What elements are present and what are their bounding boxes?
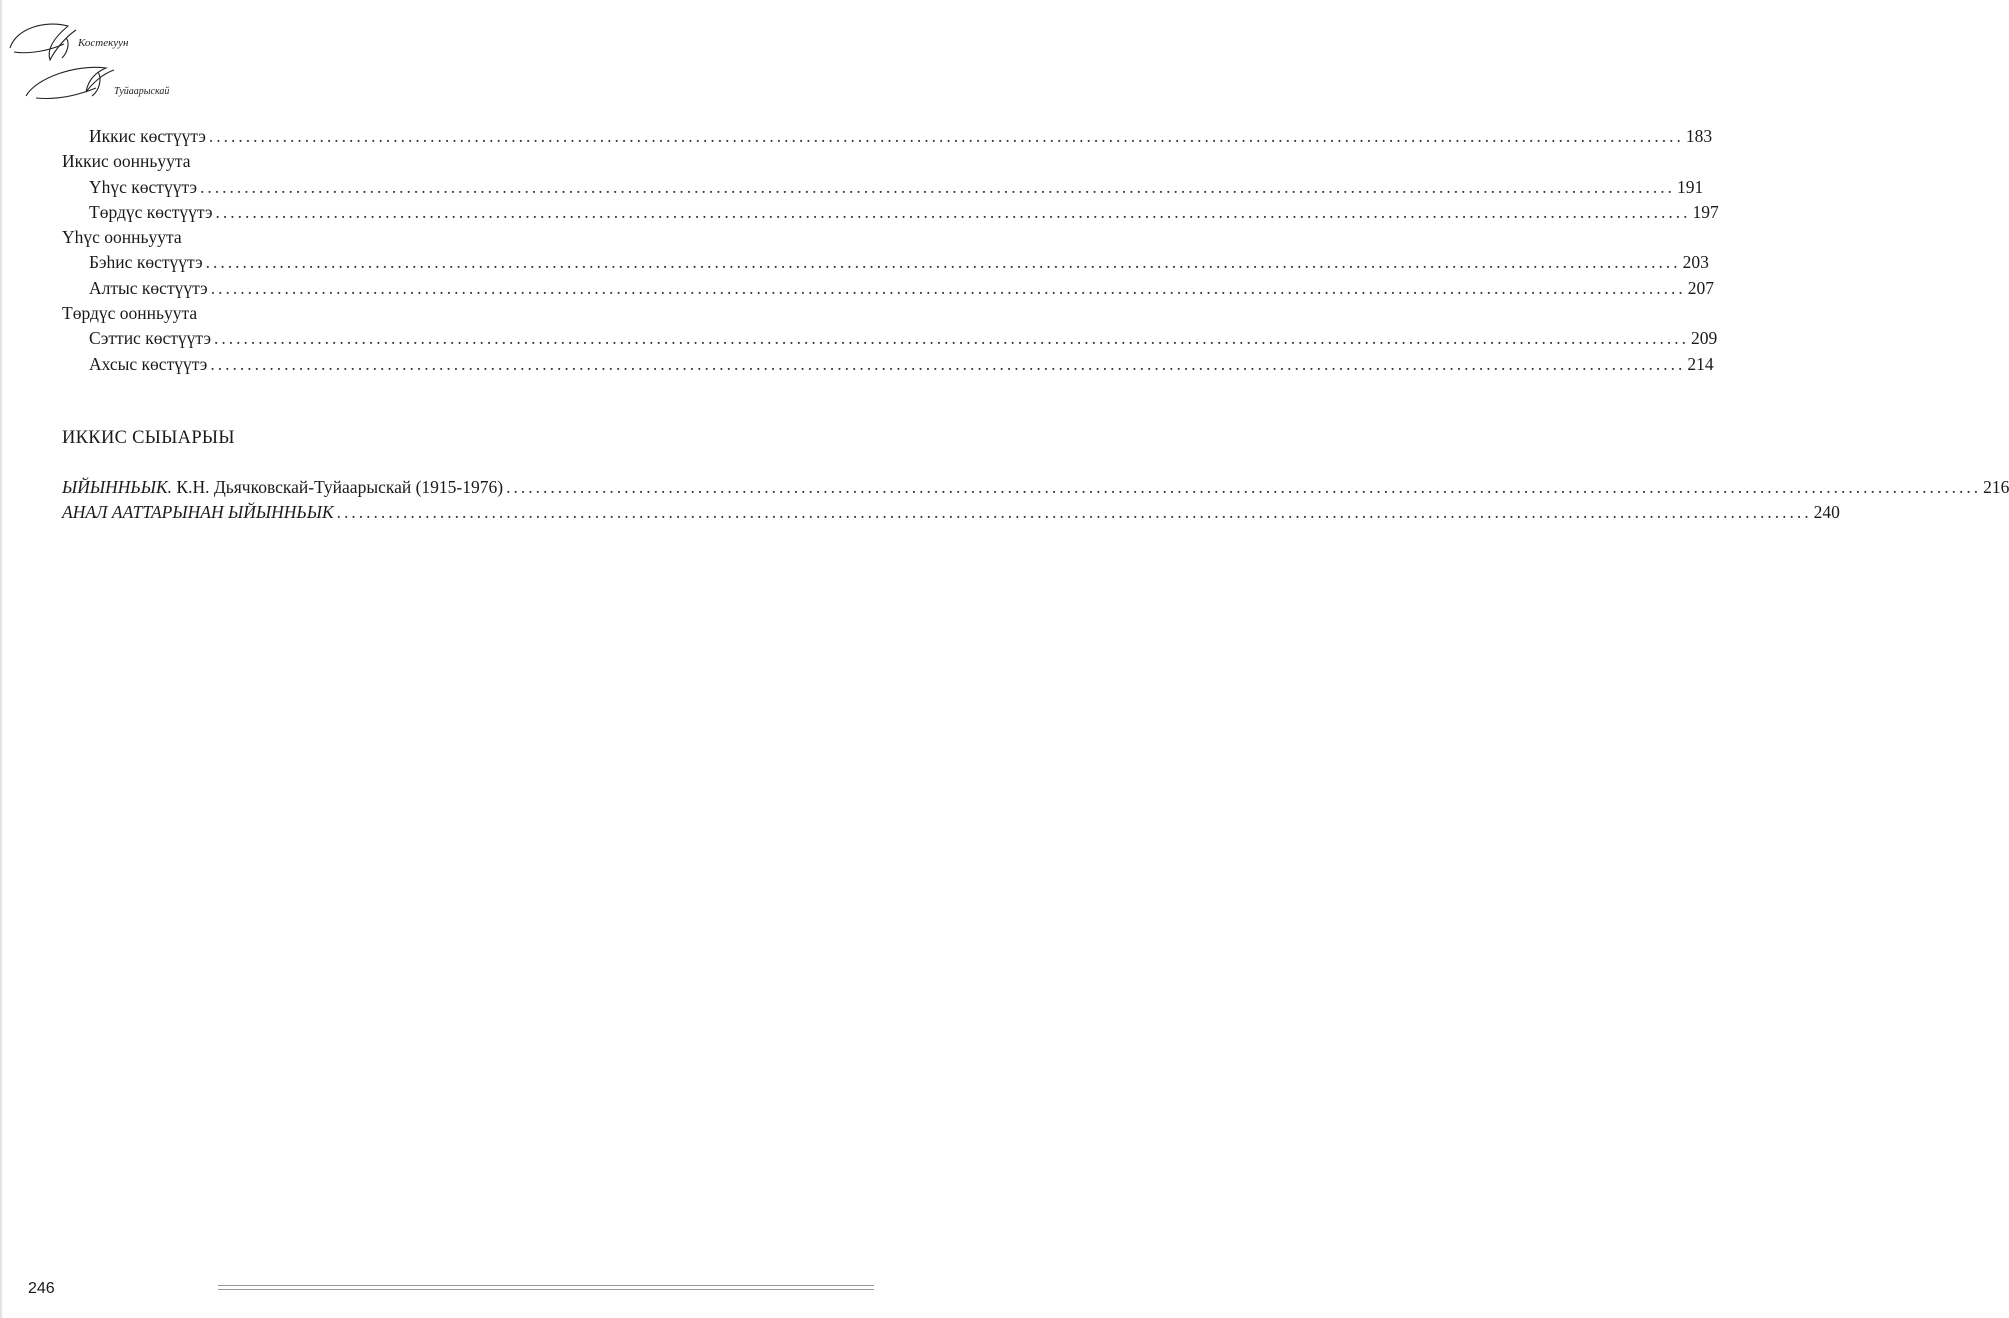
toc-entry-title: Алтыс көстүүтэ: [89, 277, 208, 298]
toc-leader-dots: ........................................................................................................................................................................................................: [205, 252, 1681, 273]
svg-text:Туйаарыскай: Туйаарыскай: [114, 86, 170, 97]
toc-group-heading: [62, 303, 836, 328]
toc-entry-title: Төрдүс оонньуута: [62, 303, 198, 324]
toc-entry-page: 197: [1692, 201, 1719, 222]
toc-entry: [62, 477, 2009, 502]
toc-entry-page: 207: [1687, 277, 1714, 298]
toc-entry-title: Үһүс көстүүтэ: [89, 176, 198, 197]
toc-entry: [62, 126, 1713, 151]
toc-group-heading: [62, 227, 836, 252]
page-edge-shadow: [0, 0, 3, 1318]
toc-entry-page: 183: [1685, 126, 1713, 146]
toc-entry-title-rest: К.Н. Дьячковскай-Туйаарыскай (1915-1976): [172, 477, 504, 497]
toc-entry-title-italic: АНАЛ ААТТАРЫНАН ЫЙЫННЬЫК: [62, 502, 334, 523]
toc-leader-dots: ........................................................................................................................................................................................................: [200, 176, 1676, 197]
toc-entry: [62, 176, 1704, 202]
toc-leader-dots: ........................................................................................................................................................................................................: [215, 201, 1691, 222]
table-of-contents-appendix: [62, 477, 2009, 528]
toc-entry-page: 216: [1983, 477, 2009, 497]
svg-text:Костекуун: Костекуун: [78, 37, 129, 49]
toc-leader-dots: ........................................................................................................................................................................................................: [336, 502, 1812, 523]
toc-entry: [62, 328, 1718, 353]
toc-entry-title: Иккис оонньуута: [62, 151, 191, 172]
toc-leader-dots: ........................................................................................................................................................................................................: [208, 126, 1684, 146]
footer-rule: [218, 1285, 874, 1290]
toc-leader-dots: ........................................................................................................................................................................................................: [213, 328, 1689, 349]
toc-leader-dots: ........................................................................................................................................................................................................: [506, 477, 1982, 497]
toc-entry-title: Ахсыс көстүүтэ: [89, 353, 208, 374]
toc-entry: [62, 277, 1714, 303]
toc-entry-page: 209: [1690, 328, 1718, 349]
section-heading: ИККИС СЫЫАРЫЫ: [62, 428, 235, 448]
toc-entry-title: Сэттис көстүүтэ: [89, 328, 211, 349]
toc-entry-page: 191: [1677, 176, 1704, 197]
toc-entry-page: 214: [1687, 353, 1714, 374]
table-of-contents: [62, 126, 1719, 379]
toc-entry-title-italic: ЫЙЫННЬЫК.: [62, 477, 173, 497]
toc-entry-title: Үһүс оонньуута: [62, 227, 182, 248]
toc-group-heading: [62, 151, 836, 176]
toc-entry: [62, 252, 1709, 277]
toc-entry: [62, 502, 1840, 527]
toc-entry: [62, 201, 1719, 227]
toc-entry-title: [62, 477, 503, 498]
toc-leader-dots: ........................................................................................................................................................................................................: [210, 353, 1686, 374]
toc-leader-dots: ........................................................................................................................................................................................................: [210, 277, 1686, 298]
page-number: 246: [28, 1280, 55, 1297]
toc-entry: [62, 353, 1714, 379]
toc-entry-title: [62, 502, 334, 523]
toc-entry-title: Иккис көстүүтэ: [89, 126, 206, 146]
toc-entry-title: Төрдүс көстүүтэ: [89, 201, 213, 222]
author-signature-logo: [6, 8, 206, 108]
toc-entry-page: 240: [1813, 502, 1840, 523]
toc-entry-page: 203: [1682, 252, 1709, 273]
toc-entry-title: Бэһис көстүүтэ: [89, 252, 203, 273]
